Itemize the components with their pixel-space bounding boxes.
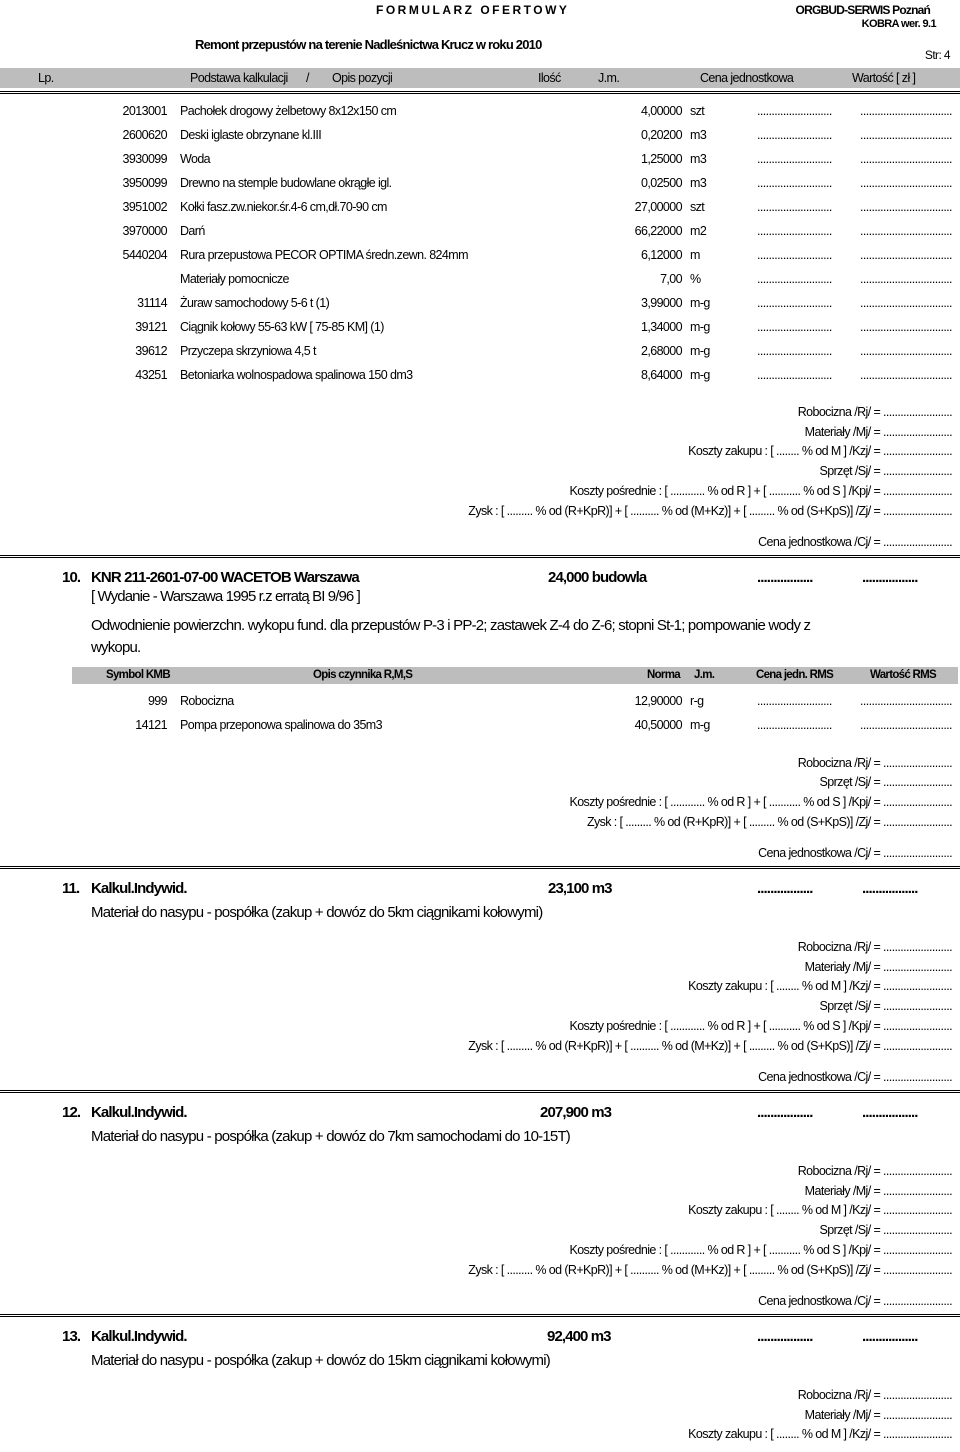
row-name: Darń <box>180 224 205 238</box>
row-unit: m2 <box>690 224 707 238</box>
row-unit-price: .......................... <box>757 368 832 382</box>
table-row <box>0 248 960 266</box>
position-basis: KNR 211-2601-07-00 WACETOB Warszawa <box>91 569 359 586</box>
row-name: Pachołek drogowy żelbetowy 8x12x150 cm <box>180 104 397 118</box>
row-quantity: 27,00000 <box>634 200 682 214</box>
row-unit: m-g <box>690 368 710 382</box>
row-unit-price: .......................... <box>757 296 832 310</box>
col-quantity: Ilość <box>538 71 561 85</box>
row-quantity: 0,20200 <box>641 128 682 142</box>
row-unit-price: .......................... <box>757 200 832 214</box>
row-unit-price: .......................... <box>757 272 832 286</box>
row-value: ................................ <box>860 152 952 166</box>
row-code: 999 <box>147 694 167 708</box>
row-name: Pompa przeponowa spalinowa do 35m3 <box>180 718 382 732</box>
position-basis: Kalkul.Indywid. <box>91 880 187 897</box>
position-basis: Kalkul.Indywid. <box>91 1104 187 1121</box>
rms-col-norm: Norma <box>647 669 680 681</box>
row-quantity: 66,22000 <box>634 224 682 238</box>
row-unit-price: .......................... <box>757 248 832 262</box>
row-code: 31114 <box>137 296 167 310</box>
col-value: Wartość [ zł ] <box>852 71 916 85</box>
row-unit: r-g <box>690 694 704 708</box>
row-value: ................................ <box>860 224 952 238</box>
section-rule <box>0 555 960 558</box>
summary-purchase-costs: Koszty zakupu : [ ........ % od M ] /Kzj/ = ........................ <box>688 979 952 993</box>
col-slash: / <box>306 71 309 85</box>
summary-indirect-costs: Koszty pośrednie : [ ............ % od R ] + [ ........... % od S ] /Kpj/ = ........................ <box>569 795 952 809</box>
summary-unit-price: Cena jednostkowa /Cj/ = ........................ <box>758 1294 952 1308</box>
rms-col-unit: J.m. <box>694 669 715 681</box>
summary-unit-price: Cena jednostkowa /Cj/ = ........................ <box>758 846 952 860</box>
table-row <box>0 152 960 170</box>
position-lp: 12. <box>62 1104 81 1121</box>
row-name: Przyczepa skrzyniowa 4,5 t <box>180 344 316 358</box>
row-name: Rura przepustowa PECOR OPTIMA średn.zewn. 824mm <box>180 248 468 262</box>
position-quantity: 24,000 budowla <box>548 569 647 586</box>
row-value: ................................ <box>860 104 952 118</box>
row-code: 2013001 <box>122 104 167 118</box>
position-lp: 10. <box>62 569 81 586</box>
row-unit-price: .......................... <box>757 152 832 166</box>
row-value: ................................ <box>860 718 952 732</box>
position-value: ................. <box>862 880 918 897</box>
row-unit: szt <box>690 200 705 214</box>
position-edition: [ Wydanie - Warszawa 1995 r.z erratą BI 9/96 ] <box>91 588 360 605</box>
project-title: Remont przepustów na terenie Nadleśnictwa Krucz w roku 2010 <box>195 37 542 52</box>
summary-materials: Materiały /Mj/ = ........................ <box>804 1184 952 1198</box>
table-row <box>0 224 960 242</box>
table-row <box>0 128 960 146</box>
row-unit-price: .......................... <box>757 344 832 358</box>
row-code: 2600620 <box>122 128 167 142</box>
row-value: ................................ <box>860 320 952 334</box>
position-lp: 11. <box>62 880 80 897</box>
row-unit: m <box>690 248 700 262</box>
header-rule <box>0 91 960 94</box>
row-quantity: 4,00000 <box>641 104 682 118</box>
row-name: Woda <box>180 152 211 166</box>
col-unit-price: Cena jednostkowa <box>700 71 794 85</box>
software-version: KOBRA wer. 9.1 <box>861 18 936 30</box>
rms-col-value: Wartość RMS <box>870 669 936 681</box>
row-quantity: 1,25000 <box>641 152 682 166</box>
summary-profit: Zysk : [ ......... % od (R+KpR)] + [ .......... % od (M+Kz)] + [ ......... % od (S+KpS)] /Zj/ = ........................ <box>468 504 952 518</box>
summary-labor: Robocizna /Rj/ = ........................ <box>797 405 952 419</box>
position-description: Materiał do nasypu - pospółka (zakup + dowóz do 5km ciągnikami kołowymi) <box>91 904 543 921</box>
summary-unit-price: Cena jednostkowa /Cj/ = ........................ <box>758 1070 952 1084</box>
position-basis: Kalkul.Indywid. <box>91 1328 187 1345</box>
table-row <box>0 368 960 386</box>
row-quantity: 3,99000 <box>641 296 682 310</box>
table-row <box>0 344 960 362</box>
row-quantity: 1,34000 <box>641 320 682 334</box>
rms-col-symbol: Symbol KMB <box>106 669 170 681</box>
col-unit: J.m. <box>598 71 620 85</box>
row-unit-price: .......................... <box>757 176 832 190</box>
row-name: Drewno na stemple budowlane okrągłe igl. <box>180 176 392 190</box>
summary-profit: Zysk : [ ......... % od (R+KpR)] + [ ......... % od (S+KpS)] /Zj/ = ........................ <box>586 815 952 829</box>
summary-unit-price: Cena jednostkowa /Cj/ = ........................ <box>758 535 952 549</box>
summary-materials: Materiały /Mj/ = ........................ <box>804 425 952 439</box>
row-quantity: 40,50000 <box>634 718 682 732</box>
position-value: ................. <box>862 569 918 586</box>
position-unit-price: ................. <box>757 1104 813 1121</box>
section-rule <box>0 1314 960 1317</box>
row-unit-price: .......................... <box>757 128 832 142</box>
summary-profit: Zysk : [ ......... % od (R+KpR)] + [ .......... % od (M+Kz)] + [ ......... % od (S+KpS)] /Zj/ = ........................ <box>468 1039 952 1053</box>
row-code: 39612 <box>135 344 167 358</box>
summary-purchase-costs: Koszty zakupu : [ ........ % od M ] /Kzj/ = ........................ <box>688 1203 952 1217</box>
position-lp: 13. <box>62 1328 81 1345</box>
summary-profit: Zysk : [ ......... % od (R+KpR)] + [ .......... % od (M+Kz)] + [ ......... % od (S+KpS)] /Zj/ = ........................ <box>468 1263 952 1277</box>
position-unit-price: ................. <box>757 880 813 897</box>
row-unit: % <box>690 272 701 286</box>
table-row <box>0 694 960 712</box>
summary-labor: Robocizna /Rj/ = ........................ <box>797 1388 952 1402</box>
summary-materials: Materiały /Mj/ = ........................ <box>804 960 952 974</box>
row-unit: m3 <box>690 176 707 190</box>
column-header-bar <box>0 68 960 88</box>
position-quantity: 92,400 m3 <box>547 1328 611 1345</box>
rms-header-bar <box>72 667 958 684</box>
row-quantity: 2,68000 <box>641 344 682 358</box>
row-name: Ciągnik kołowy 55-63 kW [ 75-85 KM] (1) <box>180 320 384 334</box>
rms-col-description: Opis czynnika R,M,S <box>313 669 413 681</box>
row-unit: szt <box>690 104 705 118</box>
table-row <box>0 104 960 122</box>
position-description: Materiał do nasypu - pospółka (zakup + dowóz do 7km samochodami do 10-15T) <box>91 1128 570 1145</box>
row-code: 39121 <box>135 320 167 334</box>
summary-labor: Robocizna /Rj/ = ........................ <box>797 940 952 954</box>
col-description: Opis pozycji <box>332 71 393 85</box>
position-quantity: 207,900 m3 <box>540 1104 612 1121</box>
position-value: ................. <box>862 1104 918 1121</box>
row-unit: m3 <box>690 152 707 166</box>
rms-col-unit-price: Cena jedn. RMS <box>756 669 834 681</box>
summary-equipment: Sprzęt /Sj/ = ........................ <box>819 999 952 1013</box>
summary-equipment: Sprzęt /Sj/ = ........................ <box>819 1223 952 1237</box>
row-unit-price: .......................... <box>757 320 832 334</box>
position-value: ................. <box>862 1328 918 1345</box>
position-quantity: 23,100 m3 <box>548 880 612 897</box>
row-code: 3930099 <box>122 152 167 166</box>
table-row <box>0 320 960 338</box>
position-unit-price: ................. <box>757 569 813 586</box>
row-unit-price: .......................... <box>757 224 832 238</box>
summary-indirect-costs: Koszty pośrednie : [ ............ % od R ] + [ ........... % od S ] /Kpj/ = ........................ <box>569 1243 952 1257</box>
row-quantity: 0,02500 <box>641 176 682 190</box>
summary-purchase-costs: Koszty zakupu : [ ........ % od M ] /Kzj/ = ........................ <box>688 1427 952 1441</box>
section-rule <box>0 866 960 869</box>
row-value: ................................ <box>860 344 952 358</box>
form-title: FORMULARZ OFERTOWY <box>376 3 570 17</box>
summary-purchase-costs: Koszty zakupu : [ ........ % od M ] /Kzj/ = ........................ <box>688 444 952 458</box>
summary-indirect-costs: Koszty pośrednie : [ ............ % od R ] + [ ........... % od S ] /Kpj/ = ........................ <box>569 484 952 498</box>
row-unit: m-g <box>690 320 710 334</box>
row-quantity: 6,12000 <box>641 248 682 262</box>
row-code: 3951002 <box>122 200 167 214</box>
summary-labor: Robocizna /Rj/ = ........................ <box>797 756 952 770</box>
row-value: ................................ <box>860 694 952 708</box>
table-row <box>0 272 960 290</box>
row-value: ................................ <box>860 128 952 142</box>
row-code: 5440204 <box>122 248 167 262</box>
row-quantity: 8,64000 <box>641 368 682 382</box>
row-unit: m-g <box>690 296 710 310</box>
row-name: Materiały pomocnicze <box>180 272 289 286</box>
row-name: Robocizna <box>180 694 234 708</box>
col-basis: Podstawa kalkulacji <box>190 71 288 85</box>
row-unit-price: .......................... <box>757 694 832 708</box>
summary-indirect-costs: Koszty pośrednie : [ ............ % od R ] + [ ........... % od S ] /Kpj/ = ........................ <box>569 1019 952 1033</box>
position-description: Materiał do nasypu - pospółka (zakup + dowóz do 15km ciągnikami kołowymi) <box>91 1352 550 1369</box>
row-name: Kołki fasz.zw.niekor.śr.4-6 cm,dł.70-90 cm <box>180 200 387 214</box>
position-description: Odwodnienie powierzchn. wykopu fund. dla przepustów P-3 i PP-2; zastawek Z-4 do Z-6; stopni St-1; pompowanie wody z wykopu. <box>91 617 811 656</box>
row-value: ................................ <box>860 200 952 214</box>
table-row <box>0 200 960 218</box>
summary-labor: Robocizna /Rj/ = ........................ <box>797 1164 952 1178</box>
table-row <box>0 176 960 194</box>
row-value: ................................ <box>860 248 952 262</box>
row-code: 43251 <box>135 368 167 382</box>
row-name: Żuraw samochodowy 5-6 t (1) <box>180 296 330 310</box>
row-unit: m-g <box>690 718 710 732</box>
row-unit: m-g <box>690 344 710 358</box>
row-code: 14121 <box>135 718 167 732</box>
table-row <box>0 718 960 736</box>
row-name: Betoniarka wolnospadowa spalinowa 150 dm3 <box>180 368 413 382</box>
row-quantity: 7,00 <box>660 272 682 286</box>
row-name: Deski iglaste obrzynane kl.III <box>180 128 322 142</box>
row-value: ................................ <box>860 296 952 310</box>
row-code: 3950099 <box>122 176 167 190</box>
summary-materials: Materiały /Mj/ = ........................ <box>804 1408 952 1422</box>
row-value: ................................ <box>860 176 952 190</box>
position-unit-price: ................. <box>757 1328 813 1345</box>
row-value: ................................ <box>860 272 952 286</box>
col-lp: Lp. <box>38 71 54 85</box>
summary-equipment: Sprzęt /Sj/ = ........................ <box>819 775 952 789</box>
summary-equipment: Sprzęt /Sj/ = ........................ <box>819 464 952 478</box>
page-number: Str: 4 <box>924 48 950 62</box>
row-unit-price: .......................... <box>757 718 832 732</box>
row-quantity: 12,90000 <box>634 694 682 708</box>
row-unit: m3 <box>690 128 707 142</box>
section-rule <box>0 1090 960 1093</box>
row-value: ................................ <box>860 368 952 382</box>
row-code: 3970000 <box>122 224 167 238</box>
company-name: ORGBUD-SERWIS Poznań <box>795 3 930 17</box>
row-unit-price: .......................... <box>757 104 832 118</box>
table-row <box>0 296 960 314</box>
